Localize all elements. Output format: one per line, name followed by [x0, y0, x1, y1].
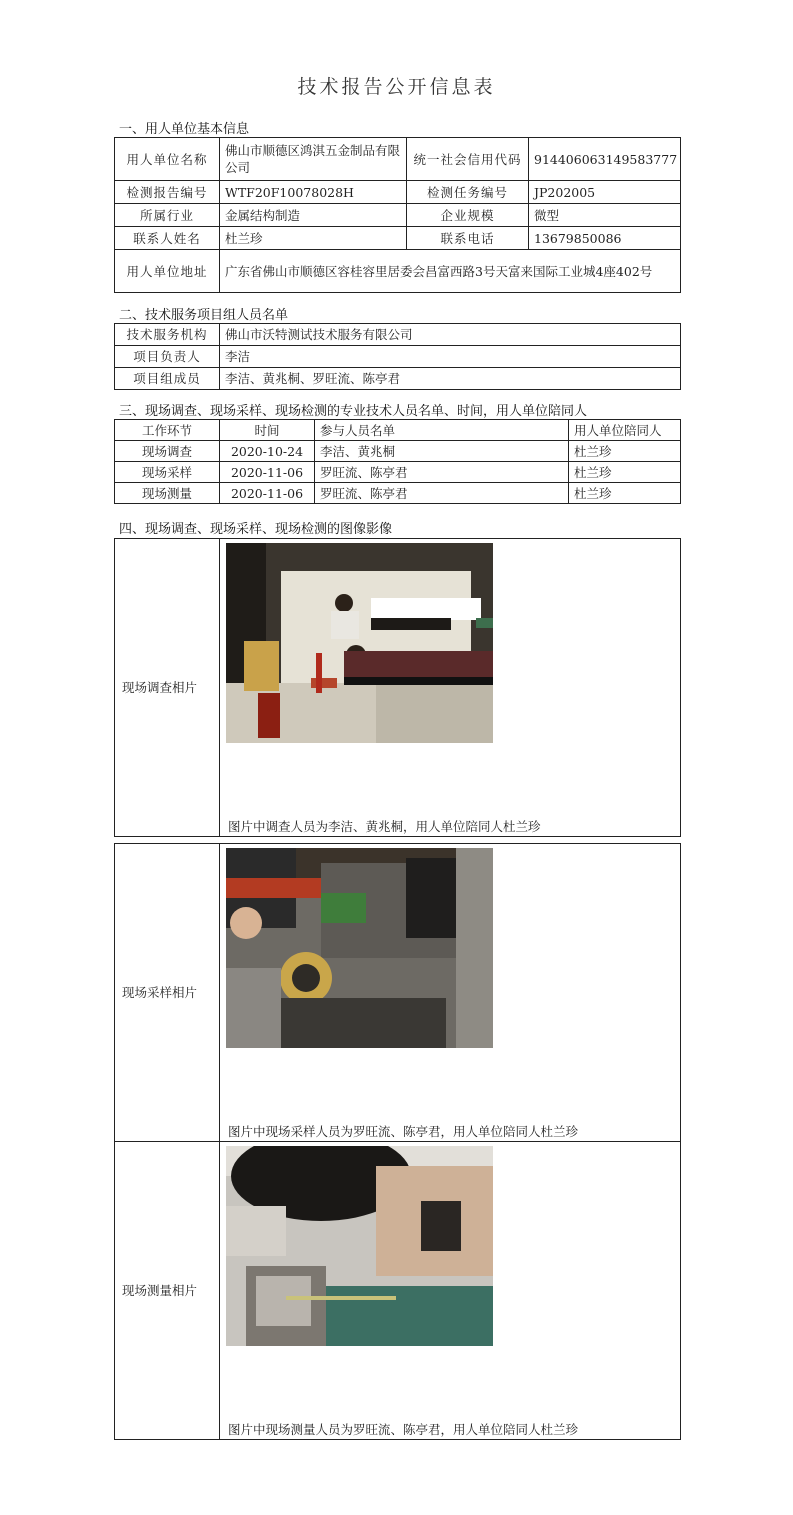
schedule-cell: 罗旺流、陈亭君 — [315, 462, 569, 483]
photo-label-measurement: 现场测量相片 — [115, 1142, 220, 1440]
section-1-heading: 一、用人单位基本信息 — [119, 122, 250, 137]
employer-name-label: 用人单位名称 — [115, 138, 220, 181]
schedule-cell: 杜兰珍 — [569, 462, 681, 483]
schedule-header-row — [115, 420, 681, 441]
photo-table-sampling — [114, 843, 681, 1440]
schedule-cell: 现场采样 — [115, 462, 220, 483]
schedule-cell: 罗旺流、陈亭君 — [315, 483, 569, 504]
table-row — [115, 441, 681, 462]
photo-table-survey — [114, 538, 681, 837]
table-row — [115, 462, 681, 483]
team-table — [114, 323, 681, 390]
section-3-heading: 三、现场调查、现场采样、现场检测的专业技术人员名单、时间，用人单位陪同人 — [119, 404, 588, 419]
schedule-cell: 2020-11-06 — [220, 483, 315, 504]
leader-value: 李洁 — [220, 346, 681, 368]
schedule-cell: 现场测量 — [115, 483, 220, 504]
photo-label-sampling: 现场采样相片 — [115, 844, 220, 1142]
address-label: 用人单位地址 — [115, 250, 220, 293]
task-no-value: JP202005 — [529, 181, 681, 204]
scale-label: 企业规模 — [407, 204, 529, 227]
contact-label: 联系人姓名 — [115, 227, 220, 250]
org-label: 技术服务机构 — [115, 324, 220, 346]
industry-label: 所属行业 — [115, 204, 220, 227]
industry-value: 金属结构制造 — [220, 204, 407, 227]
schedule-cell: 杜兰珍 — [569, 483, 681, 504]
org-value: 佛山市沃特测试技术服务有限公司 — [220, 324, 681, 346]
schedule-header: 参与人员名单 — [315, 420, 569, 441]
section-2-heading: 二、技术服务项目组人员名单 — [119, 308, 289, 323]
schedule-header: 时间 — [220, 420, 315, 441]
table-row — [115, 483, 681, 504]
schedule-cell: 现场调查 — [115, 441, 220, 462]
task-no-label: 检测任务编号 — [407, 181, 529, 204]
address-value: 广东省佛山市顺德区容桂容里居委会昌富西路3号天富来国际工业城4座402号 — [220, 250, 681, 293]
scale-value: 微型 — [529, 204, 681, 227]
photo-caption-sampling: 图片中现场采样人员为罗旺流、陈亭君，用人单位陪同人杜兰珍 — [228, 1124, 579, 1139]
schedule-table — [114, 419, 681, 504]
measurement-photo — [226, 1146, 493, 1346]
phone-value: 13679850086 — [529, 227, 681, 250]
report-no-label: 检测报告编号 — [115, 181, 220, 204]
schedule-cell: 2020-11-06 — [220, 462, 315, 483]
report-no-value: WTF20F10078028H — [220, 181, 407, 204]
survey-photo — [226, 543, 493, 743]
members-value: 李洁、黄兆桐、罗旺流、陈亭君 — [220, 368, 681, 390]
schedule-header: 工作环节 — [115, 420, 220, 441]
phone-label: 联系电话 — [407, 227, 529, 250]
credit-code-label: 统一社会信用代码 — [407, 138, 529, 181]
page-title: 技术报告公开信息表 — [297, 76, 496, 98]
contact-value: 杜兰珍 — [220, 227, 407, 250]
schedule-cell: 李洁、黄兆桐 — [315, 441, 569, 462]
credit-code-value: 914406063149583777 — [529, 138, 681, 181]
members-label: 项目组成员 — [115, 368, 220, 390]
photo-label-survey: 现场调查相片 — [115, 539, 220, 837]
basic-info-table — [114, 137, 681, 293]
schedule-header: 用人单位陪同人 — [569, 420, 681, 441]
photo-caption-survey: 图片中调查人员为李洁、黄兆桐，用人单位陪同人杜兰珍 — [228, 819, 541, 834]
employer-name-value: 佛山市顺德区鸿淇五金制品有限公司 — [220, 138, 407, 181]
schedule-cell: 杜兰珍 — [569, 441, 681, 462]
leader-label: 项目负责人 — [115, 346, 220, 368]
photo-caption-measurement: 图片中现场测量人员为罗旺流、陈亭君，用人单位陪同人杜兰珍 — [228, 1422, 579, 1437]
sampling-photo — [226, 848, 493, 1048]
section-4-heading: 四、现场调查、现场采样、现场检测的图像影像 — [119, 522, 393, 537]
schedule-cell: 2020-10-24 — [220, 441, 315, 462]
